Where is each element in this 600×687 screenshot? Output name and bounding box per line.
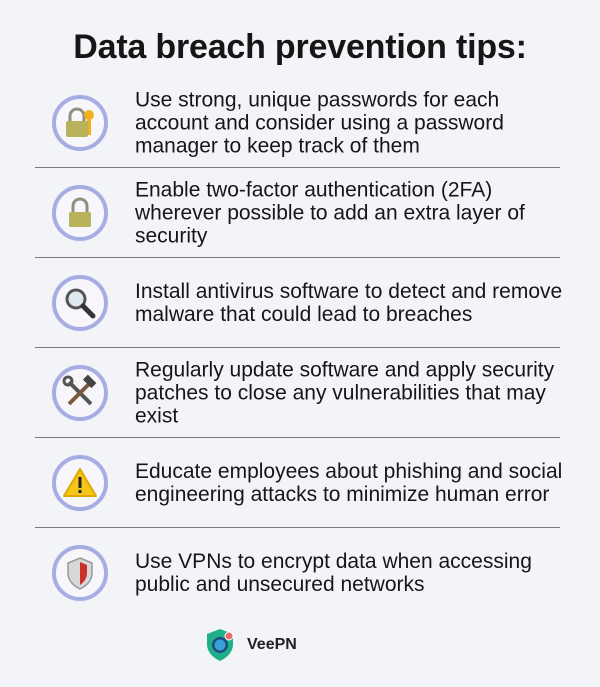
veepn-logo — [205, 628, 297, 662]
warning-icon — [52, 455, 108, 511]
tip-text: Enable two-factor authentication (2FA) wherever possible to add an extra layer of security — [135, 178, 525, 248]
tip-row — [35, 258, 563, 348]
magnifying-glass-icon — [52, 275, 108, 331]
page-title: Data breach prevention tips: — [73, 28, 527, 66]
tip-text: Install antivirus software to detect and remove malware that could lead to breaches — [135, 280, 563, 326]
tip-row — [35, 168, 560, 258]
veepn-shield-icon — [205, 628, 235, 662]
tip-text: Use strong, unique passwords for each account and consider using a password manager to keep track of them — [135, 88, 504, 158]
tip-text: Use VPNs to encrypt data when accessing public and unsecured networks — [135, 550, 532, 596]
lock-icon — [52, 185, 108, 241]
tip-row — [35, 528, 560, 618]
lock-with-key-icon — [52, 95, 108, 151]
tip-row — [35, 438, 563, 528]
shield-icon — [52, 545, 108, 601]
tip-text: Regularly update software and apply security patches to close any vulnerabilities that may exist — [135, 358, 555, 428]
tip-row — [35, 348, 560, 438]
brand-name: VeePN — [247, 636, 297, 653]
tip-row — [35, 78, 560, 168]
tip-text: Educate employees about phishing and social engineering attacks to minimize human error — [135, 460, 563, 506]
hammer-and-wrench-icon — [52, 365, 108, 421]
